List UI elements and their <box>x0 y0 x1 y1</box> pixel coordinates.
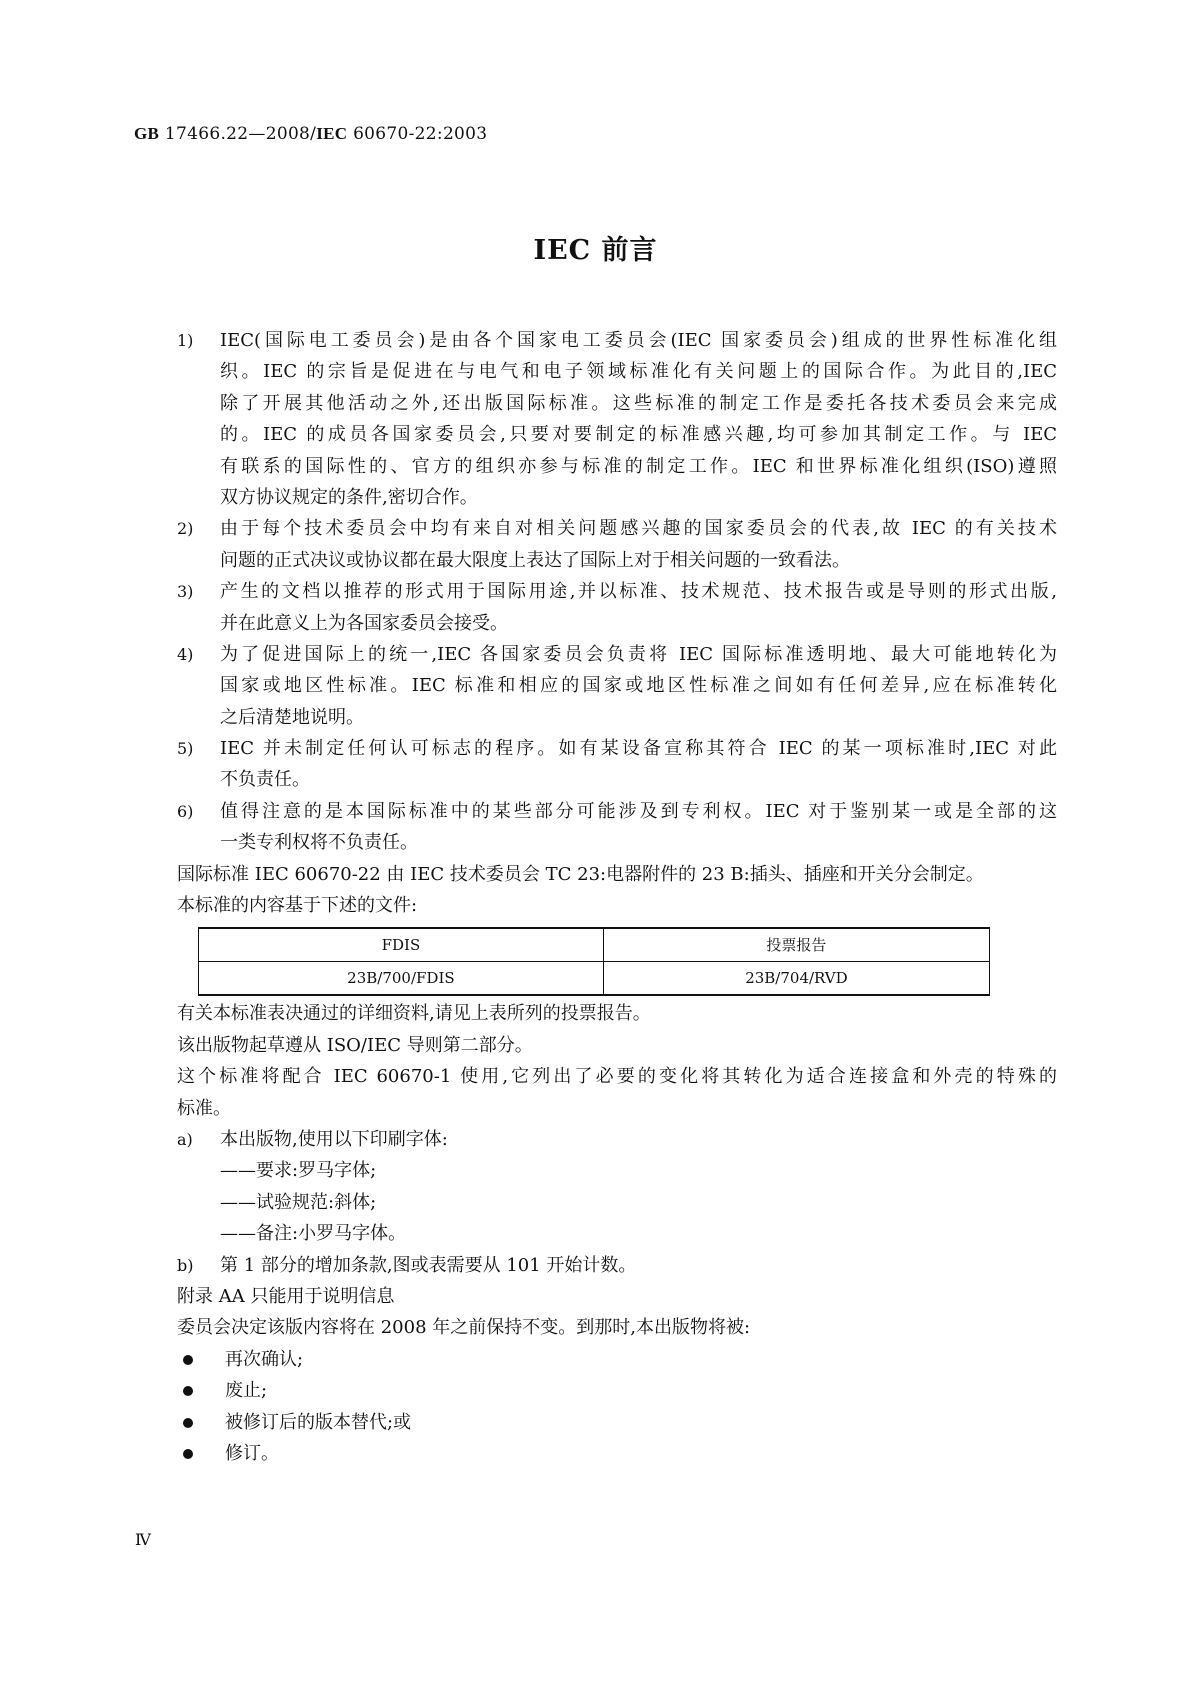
item-b <box>177 1250 1057 1281</box>
text-line: 织。IEC 的宗旨是促进在与电气和电子领域标准化有关问题上的国际合作。为此目的,IEC <box>220 361 1057 383</box>
item-number: b) <box>177 1255 194 1275</box>
bullet-text: 被修订后的版本替代;或 <box>225 1411 412 1433</box>
text-line: 双方协议规定的条件,密切合作。 <box>220 486 478 508</box>
page-title: IEC 前言 <box>533 235 658 266</box>
running-header <box>134 124 487 144</box>
text-line: 并在此意义上为各国家委员会接受。 <box>220 612 508 634</box>
table-row <box>199 962 990 996</box>
paragraph-committee: 委员会决定该版内容将在 2008 年之前保持不变。到那时,本出版物将被: <box>177 1317 751 1339</box>
bullet-icon <box>183 1449 193 1459</box>
text-line: 标准。 <box>177 1097 231 1119</box>
text-line: 之后清楚地说明。 <box>220 706 364 728</box>
paragraph-drafted: 该出版物起草遵从 ISO/IEC 导则第二部分。 <box>177 1034 533 1056</box>
dash-item: ——试验规范:斜体; <box>220 1191 377 1213</box>
text-line: 有联系的国际性的、官方的组织亦参与标准的制定工作。IEC 和世界标准化组织(ISO)遵照 <box>220 455 1057 477</box>
numbered-item <box>177 796 1057 859</box>
paragraph-prepared: 国际标准 IEC 60670-22 由 IEC 技术委员会 TC 23:电器附件的 23 B:插头、插座和开关分会制定。 <box>177 863 984 885</box>
item-number: 5) <box>177 739 194 759</box>
header-iec: IEC <box>316 124 348 143</box>
text-line: 这个标准将配合 IEC 60670-1 使用,它列出了必要的变化将其转化为适合连接盒和外壳的特殊的 <box>177 1066 1057 1088</box>
text-line: 为了促进国际上的统一,IEC 各国家委员会负责将 IEC 国际标准透明地、最大可能地转化为 <box>220 643 1057 665</box>
numbered-item <box>177 576 1057 639</box>
paragraph-use <box>177 1061 1057 1124</box>
bullet-item <box>177 1344 1057 1375</box>
dash-item: ——备注:小罗马字体。 <box>220 1223 407 1245</box>
item-a <box>177 1124 1057 1155</box>
paragraph-based-on: 本标准的内容基于下述的文件: <box>177 895 418 917</box>
header-prefix: GB <box>134 124 160 143</box>
text-line: 一类专利权将不负责任。 <box>220 832 418 854</box>
text-line: 国家或地区性标准。IEC 标准和相应的国家或地区性标准之间如有任何差异,应在标准转化 <box>220 675 1057 697</box>
table-header-row <box>199 928 990 962</box>
item-number: 4) <box>177 644 194 664</box>
table-header-cell: 投票报告 <box>603 928 989 962</box>
numbered-item <box>177 325 1057 513</box>
paragraph-annex: 附录 AA 只能用于说明信息 <box>177 1285 395 1307</box>
header-code: 17466.22—2008/ <box>164 124 317 144</box>
table-header-cell: FDIS <box>199 928 604 962</box>
text-line: 值得注意的是本国际标准中的某些部分可能涉及到专利权。IEC 对于鉴别某一或是全部的这 <box>220 800 1057 822</box>
text-line: 问题的正式决议或协议都在最大限度上表达了国际上对于相关问题的一致看法。 <box>220 549 850 571</box>
text-line: 产生的文档以推荐的形式用于国际用途,并以标准、技术规范、技术报告或是导则的形式出版, <box>220 581 1057 603</box>
item-text: 本出版物,使用以下印刷字体: <box>220 1128 448 1150</box>
page-number: Ⅳ <box>135 1530 151 1549</box>
header-iec-code: 60670-22:2003 <box>353 124 488 144</box>
text-line: 不负责任。 <box>220 769 310 791</box>
item-number: 1) <box>177 331 194 350</box>
bullet-item <box>177 1438 1057 1469</box>
numbered-item <box>177 639 1057 733</box>
item-number: a) <box>177 1129 193 1149</box>
bullet-icon <box>183 1386 193 1396</box>
numbered-item <box>177 513 1057 576</box>
text-line: 由于每个技术委员会中均有来自对相关问题感兴趣的国家委员会的代表,故 IEC 的有关技术 <box>220 518 1057 540</box>
bullet-text: 修订。 <box>225 1442 279 1464</box>
bullet-icon <box>183 1355 193 1365</box>
text-line: 除了开展其他活动之外,还出版国际标准。这些标准的制定工作是委托各技术委员会来完成 <box>220 392 1057 414</box>
table-cell: 23B/704/RVD <box>603 962 989 996</box>
bullet-icon <box>183 1418 193 1428</box>
documents-table <box>198 927 990 996</box>
text-line: IEC(国际电工委员会)是由各个国家电工委员会(IEC 国家委员会)组成的世界性标准化组 <box>220 330 1057 351</box>
bullet-text: 废止; <box>225 1380 268 1402</box>
item-text: 第 1 部分的增加条款,图或表需要从 101 开始计数。 <box>220 1254 637 1276</box>
text-line: IEC 并未制定任何认可标志的程序。如有某设备宣称其符合 IEC 的某一项标准时,IEC 对此 <box>220 738 1057 760</box>
item-number: 3) <box>177 582 194 602</box>
paragraph-voting: 有关本标准表决通过的详细资料,请见上表所列的投票报告。 <box>177 1003 651 1025</box>
dash-item: ——要求:罗马字体; <box>220 1160 377 1182</box>
item-number: 6) <box>177 801 194 821</box>
bullet-item <box>177 1407 1057 1438</box>
table-cell: 23B/700/FDIS <box>199 962 604 996</box>
item-number: 2) <box>177 519 194 539</box>
bullet-text: 再次确认; <box>225 1348 304 1370</box>
numbered-item <box>177 733 1057 796</box>
text-line: 的。IEC 的成员各国家委员会,只要对要制定的标准感兴趣,均可参加其制定工作。与 IEC <box>220 424 1057 446</box>
document-body <box>177 325 1057 1469</box>
bullet-item <box>177 1375 1057 1406</box>
